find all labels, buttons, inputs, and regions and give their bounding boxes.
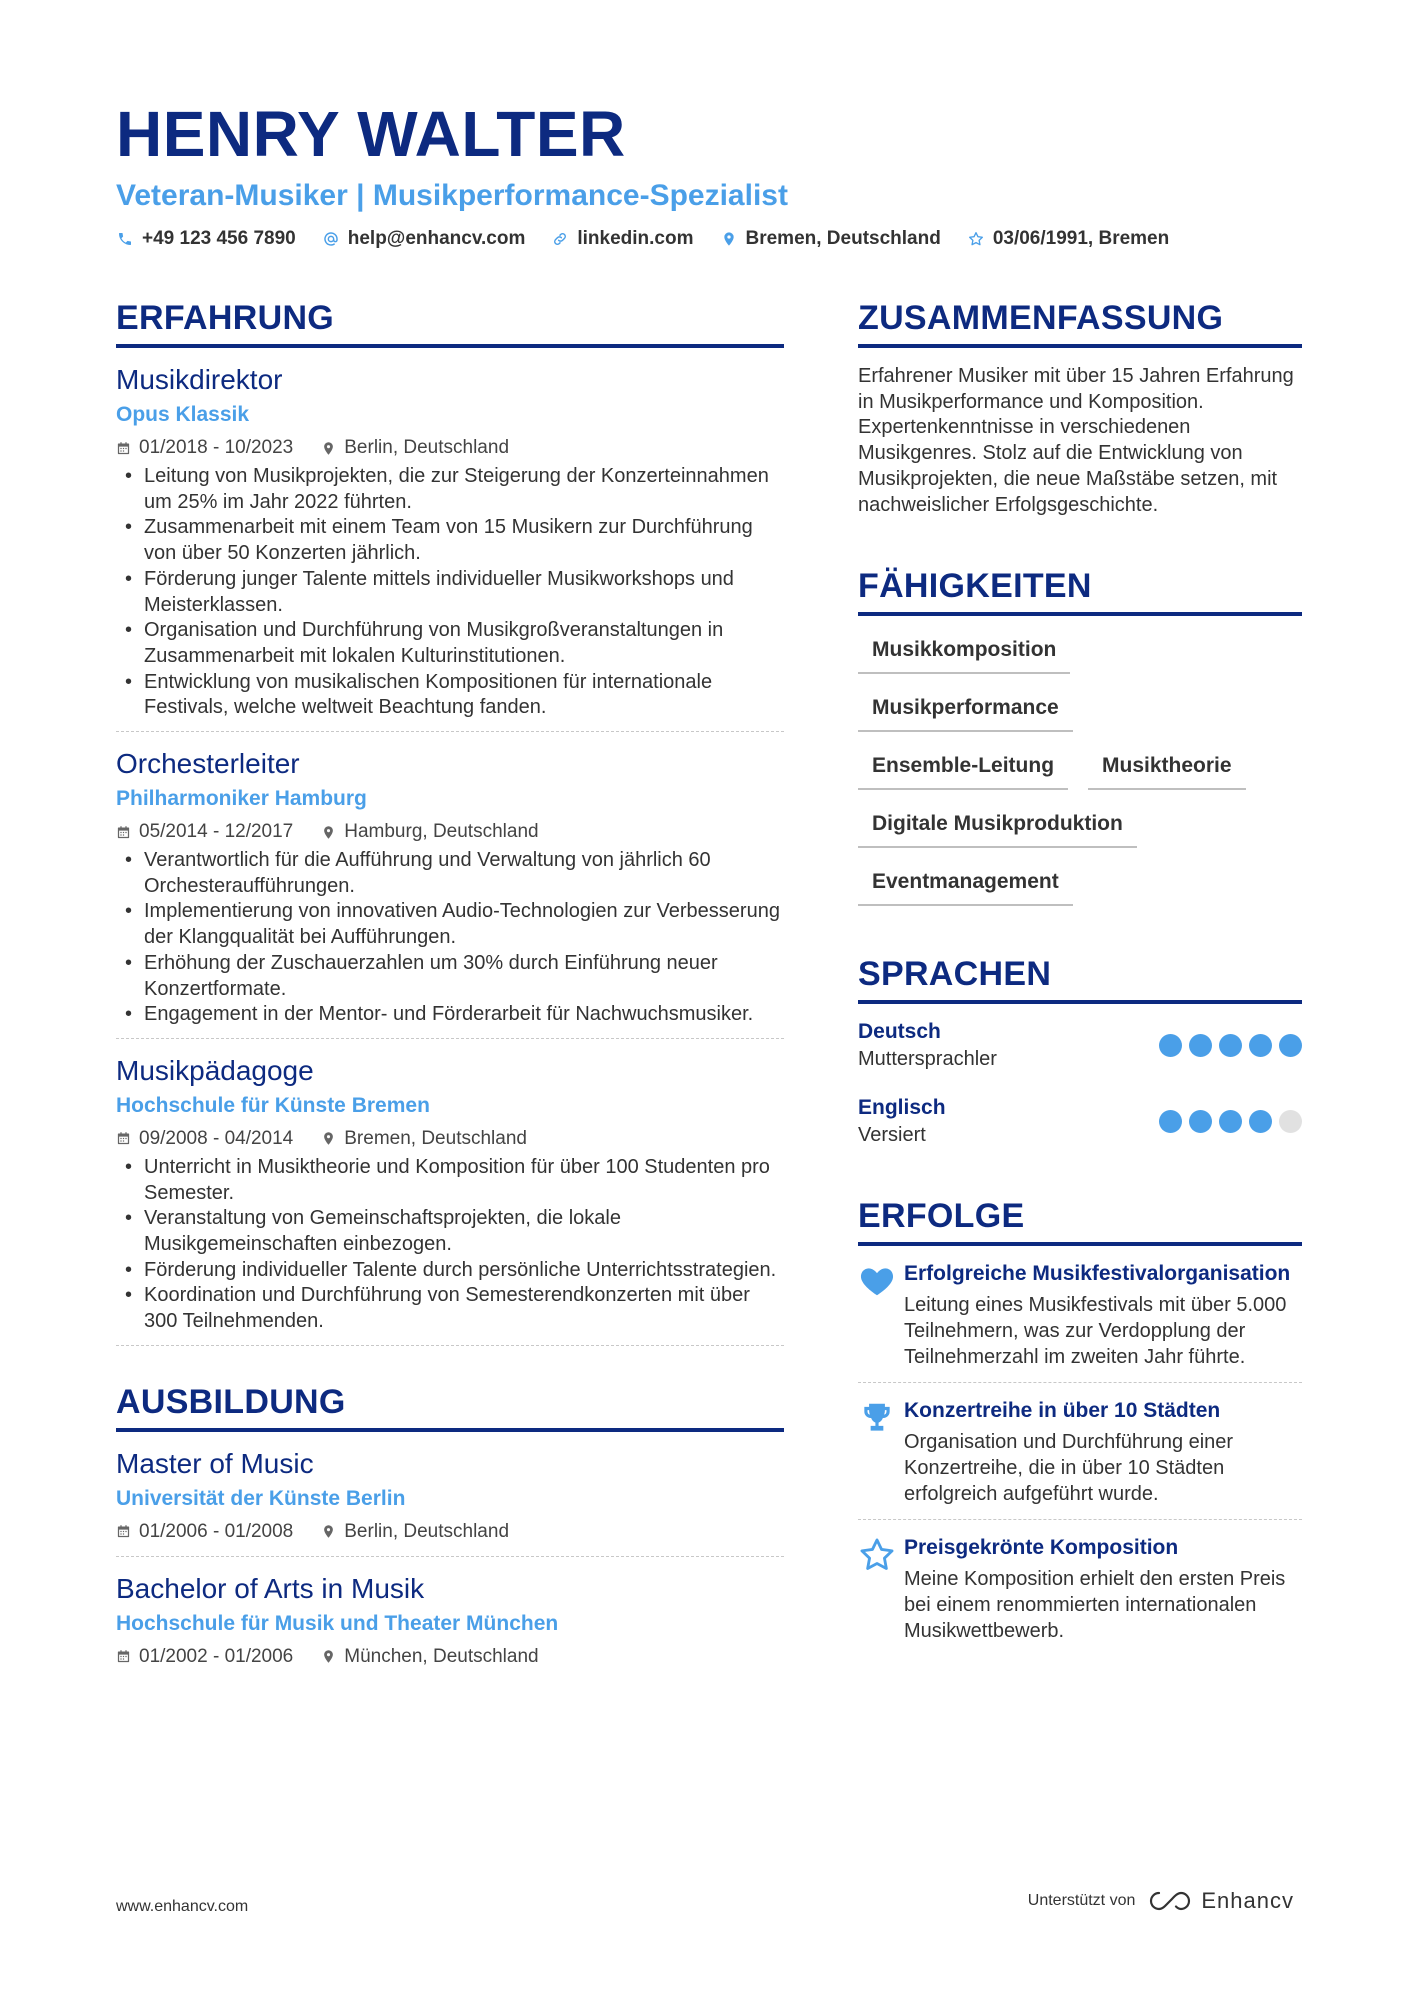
- resume-header: [116, 96, 1316, 250]
- achievement-entry: [858, 1383, 1302, 1520]
- contact-linkedin-text[interactable]: linkedin.com: [577, 228, 694, 249]
- brand-name: Enhancv: [1201, 1888, 1294, 1913]
- language-rating: [1152, 1110, 1302, 1133]
- achievement-description: Organisation und Durchführung einer Konzertreihe, die in über 10 Städten erfolgreich aufgeführt wurde.: [904, 1431, 1234, 1505]
- footer-branding: [1028, 1888, 1294, 1914]
- candidate-subtitle: Veteran-Musiker | Musikperformance-Spezialist: [116, 179, 788, 212]
- skills-list: [858, 634, 1302, 924]
- language-level: Muttersprachler: [858, 1048, 997, 1071]
- contact-bar: [116, 228, 1316, 250]
- contact-birth: [967, 228, 1169, 250]
- contact-phone-text: +49 123 456 7890: [142, 228, 296, 249]
- star-outline-icon: [858, 1534, 904, 1644]
- education-dates: 01/2002 - 01/2006: [139, 1645, 294, 1667]
- job-title: Musikpädagoge: [116, 1054, 314, 1086]
- language-entry: [858, 1094, 1302, 1148]
- education-heading: AUSBILDUNG: [116, 1380, 784, 1432]
- job-bullets: [116, 464, 784, 721]
- achievement-title: Konzertreihe in über 10 Städten: [904, 1399, 1221, 1423]
- contact-birth-text: 03/06/1991, Bremen: [992, 228, 1170, 249]
- job-bullets: [116, 848, 784, 1028]
- bullet-item: • Veranstaltung von Gemeinschaftsprojekten, die lokale Musikgemeinschaften einbezogen.: [116, 1206, 784, 1257]
- achievement-entry: [858, 1520, 1302, 1656]
- job-entry: [116, 1039, 784, 1346]
- skill-tag: Ensemble-Leitung: [858, 750, 1068, 790]
- phone-icon: [116, 230, 134, 248]
- at-icon: [322, 230, 340, 248]
- bullet-item: • Koordination und Durchführung von Semesterendkonzerten mit über 300 Teilnehmenden.: [116, 1283, 784, 1334]
- job-title: Orchesterleiter: [116, 748, 300, 780]
- skill-tag: Musikperformance: [858, 692, 1073, 732]
- skill-tag: Digitale Musikproduktion: [858, 808, 1137, 848]
- education-entry: [116, 1432, 784, 1557]
- school-name: Universität der Künste Berlin: [116, 1486, 406, 1510]
- degree-title: Master of Music: [116, 1447, 314, 1479]
- language-entry: [858, 1018, 1302, 1072]
- job-company: Opus Klassik: [116, 403, 250, 426]
- rating-dot-empty: [1279, 1110, 1302, 1133]
- job-location: Berlin, Deutschland: [344, 437, 510, 458]
- job-bullets: [116, 1155, 784, 1335]
- rating-dot-filled: [1159, 1034, 1182, 1057]
- bullet-item: • Leitung von Musikprojekten, die zur Steigerung der Konzerteinnahmen um 25% im Jahr 2022 führten.: [116, 464, 784, 515]
- location-icon: [321, 1131, 336, 1146]
- education-meta: [116, 1518, 784, 1546]
- bullet-item: • Unterricht in Musiktheorie und Komposition für über 100 Studenten pro Semester.: [116, 1155, 784, 1206]
- achievement-description: Leitung eines Musikfestivals mit über 5.000 Teilnehmern, was zur Verdopplung der Teilnehmerzahl im zweiten Jahr führte.: [904, 1294, 1287, 1368]
- calendar-icon: [116, 1649, 131, 1664]
- school-name: Hochschule für Musik und Theater München: [116, 1611, 559, 1635]
- powered-by-label: Unterstützt von: [1027, 1892, 1136, 1909]
- achievement-title: Erfolgreiche Musikfestivalorganisation: [904, 1262, 1291, 1286]
- rating-dot-filled: [1189, 1034, 1212, 1057]
- job-location: Bremen, Deutschland: [344, 1127, 527, 1149]
- bullet-item: • Förderung junger Talente mittels individueller Musikworkshops und Meisterklassen.: [116, 567, 784, 618]
- education-dates: 01/2006 - 01/2008: [139, 1520, 294, 1542]
- link-icon: [551, 230, 569, 248]
- footer-website[interactable]: www.enhancv.com: [116, 1898, 249, 1915]
- experience-heading: ERFAHRUNG: [116, 296, 784, 348]
- bullet-item: • Entwicklung von musikalischen Kompositionen für internationale Festivals, welche weltweit Beachtung fanden.: [116, 670, 784, 721]
- rating-dot-filled: [1189, 1110, 1212, 1133]
- job-company: Hochschule für Künste Bremen: [116, 1093, 430, 1117]
- contact-linkedin[interactable]: [551, 228, 693, 250]
- location-icon: [321, 1524, 336, 1539]
- bullet-item: • Organisation und Durchführung von Musikgroßveranstaltungen in Zusammenarbeit mit lokalen Kulturinstitutionen.: [116, 618, 784, 669]
- skill-tag: Musiktheorie: [1088, 750, 1246, 790]
- job-title: Musikdirektor: [116, 364, 283, 395]
- language-level: Versiert: [858, 1124, 926, 1147]
- candidate-name: HENRY WALTER: [116, 98, 626, 170]
- calendar-icon: [116, 825, 131, 840]
- bullet-item: • Förderung individueller Talente durch persönliche Unterrichtsstrategien.: [116, 1258, 784, 1284]
- bullet-item: • Erhöhung der Zuschauerzahlen um 30% durch Einführung neuer Konzertformate.: [116, 951, 784, 1002]
- calendar-icon: [116, 1524, 131, 1539]
- degree-title: Bachelor of Arts in Musik: [116, 1572, 425, 1604]
- job-dates: 01/2018 - 10/2023: [139, 437, 294, 458]
- location-icon: [720, 230, 738, 248]
- skill-tag: Eventmanagement: [858, 866, 1073, 906]
- education-location: Berlin, Deutschland: [344, 1520, 510, 1542]
- job-dates: 09/2008 - 04/2014: [139, 1127, 294, 1149]
- location-icon: [321, 825, 336, 840]
- job-entry: [116, 732, 784, 1039]
- left-column: [116, 296, 784, 1681]
- job-entry: [116, 348, 784, 732]
- skill-tag: Musikkomposition: [858, 634, 1070, 674]
- contact-email[interactable]: [322, 228, 526, 250]
- calendar-icon: [116, 441, 131, 456]
- rating-dot-filled: [1279, 1034, 1302, 1057]
- languages-heading: SPRACHEN: [858, 952, 1302, 1004]
- bullet-item: • Verantwortlich für die Aufführung und Verwaltung von jährlich 60 Orchesteraufführungen.: [116, 848, 784, 899]
- summary-heading: ZUSAMMENFASSUNG: [858, 296, 1302, 348]
- language-rating: [1152, 1034, 1302, 1057]
- calendar-icon: [116, 1131, 131, 1146]
- achievement-title: Preisgekrönte Komposition: [904, 1536, 1179, 1560]
- bullet-item: • Implementierung von innovativen Audio-Technologien zur Verbesserung der Klangqualität bei Aufführungen.: [116, 899, 784, 950]
- star-icon: [967, 230, 985, 248]
- job-company: Philharmoniker Hamburg: [116, 787, 367, 811]
- right-column: [858, 296, 1302, 1657]
- education-meta: [116, 1643, 784, 1671]
- job-meta: [116, 818, 784, 846]
- language-name: Deutsch: [858, 1020, 941, 1044]
- achievement-entry: [858, 1246, 1302, 1383]
- education-entry: [116, 1557, 784, 1681]
- contact-location-text: Bremen, Deutschland: [745, 228, 941, 249]
- bullet-item: • Zusammenarbeit mit einem Team von 15 Musikern zur Durchführung von über 50 Konzerten jährlich.: [116, 515, 784, 566]
- achievements-heading: ERFOLGE: [858, 1194, 1302, 1246]
- rating-dot-filled: [1159, 1110, 1182, 1133]
- job-location: Hamburg, Deutschland: [344, 821, 539, 843]
- location-icon: [321, 1649, 336, 1664]
- language-name: Englisch: [858, 1096, 946, 1120]
- contact-email-text[interactable]: help@enhancv.com: [347, 228, 526, 249]
- education-location: München, Deutschland: [344, 1645, 539, 1667]
- rating-dot-filled: [1219, 1034, 1242, 1057]
- contact-phone: [116, 228, 296, 250]
- summary-text: Erfahrener Musiker mit über 15 Jahren Erfahrung in Musikperformance und Komposition. Expertenkenntnisse in verschiedenen Musikgenres. Stolz auf die Entwicklung von Musikprojekten, die neue Maßstäbe setzen, mit nachweislicher Erfolgsgeschichte.: [858, 365, 1294, 516]
- job-meta: [116, 1125, 784, 1153]
- enhancv-logo-icon: [1147, 1889, 1193, 1913]
- rating-dot-filled: [1249, 1110, 1272, 1133]
- rating-dot-filled: [1219, 1110, 1242, 1133]
- heart-icon: [858, 1260, 904, 1370]
- contact-location: [720, 228, 941, 250]
- achievement-description: Meine Komposition erhielt den ersten Preis bei einem renommierten internationalen Musikwettbewerb.: [904, 1568, 1286, 1642]
- location-icon: [321, 441, 336, 456]
- bullet-item: • Engagement in der Mentor- und Förderarbeit für Nachwuchsmusiker.: [116, 1002, 784, 1028]
- job-meta: [116, 434, 784, 462]
- rating-dot-filled: [1249, 1034, 1272, 1057]
- skills-heading: FÄHIGKEITEN: [858, 564, 1302, 616]
- job-dates: 05/2014 - 12/2017: [139, 821, 294, 843]
- trophy-icon: [858, 1397, 904, 1507]
